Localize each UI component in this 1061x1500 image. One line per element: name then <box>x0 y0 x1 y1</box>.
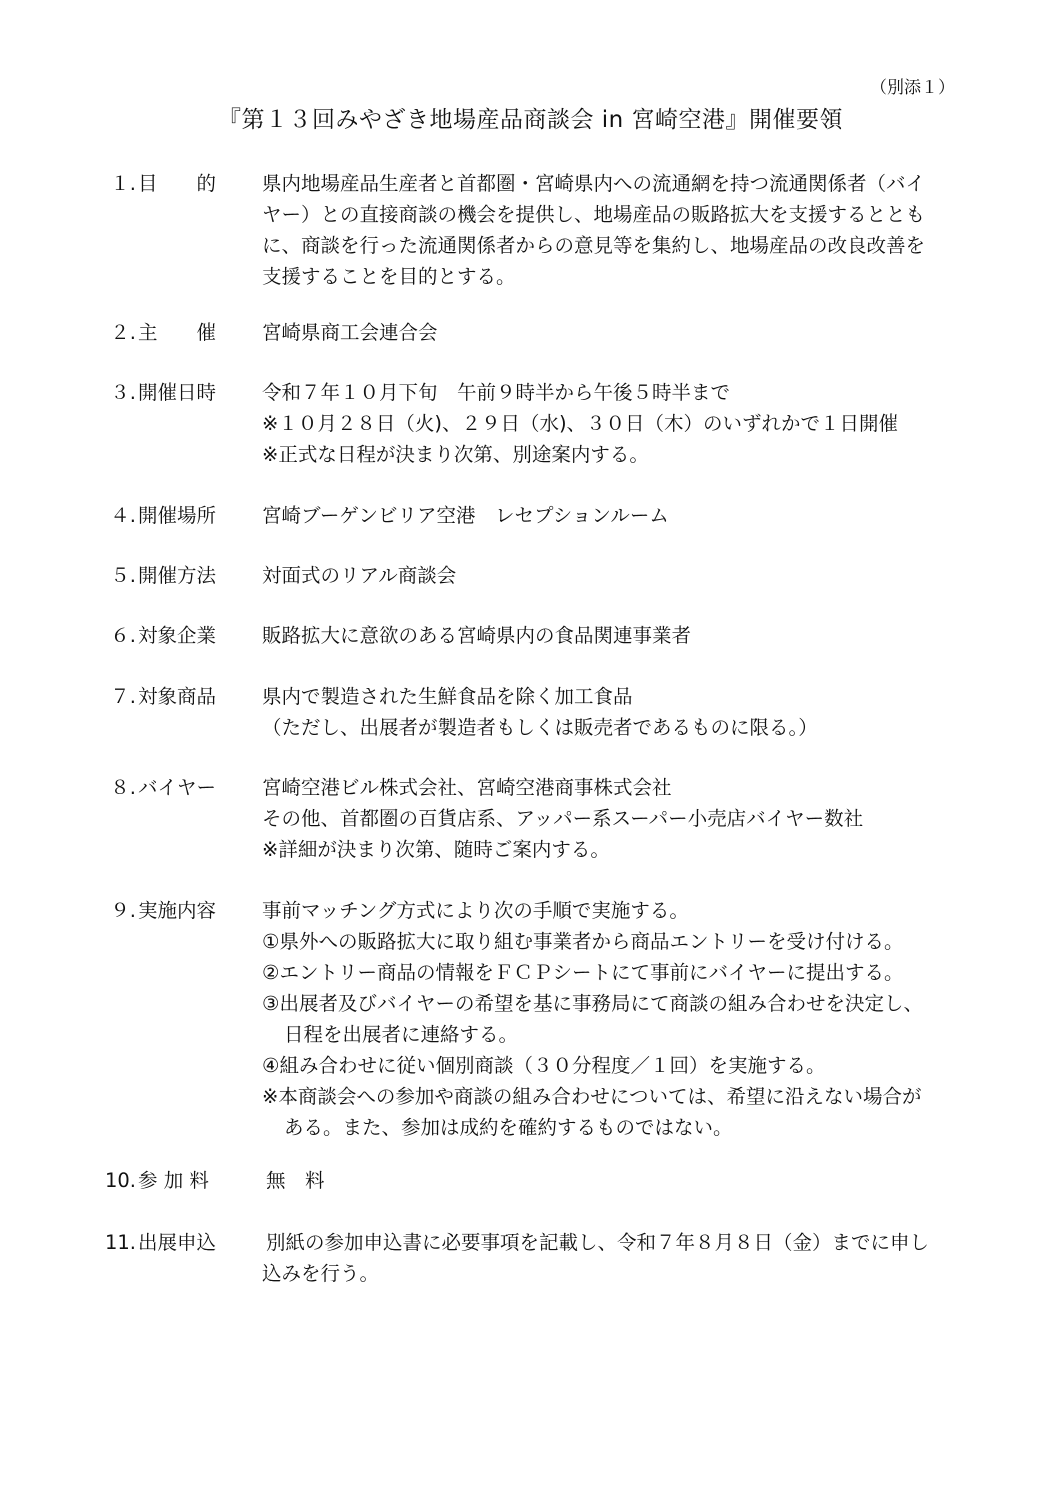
content-line: 宮崎ブーゲンビリア空港 レセプションルーム <box>262 504 669 527</box>
section-content <box>262 681 974 743</box>
section-content <box>262 317 974 348</box>
content-line: 県内地場産品生産者と首都圏・宮崎県内への流通網を持つ流通関係者（バイ <box>262 172 926 195</box>
section-content <box>262 772 974 865</box>
content-line: 別紙の参加申込書に必要事項を記載し、令和７年８月８日（金）までに申し <box>266 1231 930 1254</box>
section-content <box>262 377 974 470</box>
section-label: 参 加 料 <box>138 1169 209 1192</box>
section-label: 主 催 <box>138 321 217 344</box>
content-line: ※１０月２８日（火)、２９日（水)、３０日（木）のいずれかで１日開催 <box>262 412 899 435</box>
content-line: 込みを行う。 <box>262 1262 380 1285</box>
content-line: ②エントリー商品の情報をＦＣＰシートにて事前にバイヤーに提出する。 <box>262 961 904 984</box>
content-line: ある。また、参加は成約を確約するものではない。 <box>284 1116 733 1139</box>
content-line: 宮崎空港ビル株式会社、宮崎空港商事株式会社 <box>262 776 672 799</box>
content-line: ※詳細が決まり次第、随時ご案内する。 <box>262 838 610 861</box>
content-line: ヤー）との直接商談の機会を提供し、地場産品の販路拡大を支援するととも <box>262 203 926 226</box>
section-label: 目 的 <box>138 172 217 195</box>
section-number: 11. <box>104 1231 136 1254</box>
section-content <box>262 560 974 591</box>
section-number: ５. <box>110 564 136 587</box>
content-line: ③出展者及びバイヤーの希望を基に事務局にて商談の組み合わせを決定し、 <box>262 992 923 1015</box>
section-label: 対象企業 <box>138 624 217 647</box>
content-line: 無 料 <box>266 1169 325 1192</box>
content-line: 事前マッチング方式により次の手順で実施する。 <box>262 899 689 922</box>
section-content <box>262 620 974 651</box>
section-number: ８. <box>110 776 136 799</box>
content-line: ④組み合わせに従い個別商談（３０分程度／１回）を実施する。 <box>262 1054 826 1077</box>
section-label: 開催場所 <box>138 504 217 527</box>
section-number: ２. <box>110 321 136 344</box>
content-line: 対面式のリアル商談会 <box>262 564 457 587</box>
content-line: ①県外への販路拡大に取り組む事業者から商品エントリーを受け付ける。 <box>262 930 904 953</box>
section-number: ４. <box>110 504 136 527</box>
section-number: ６. <box>110 624 136 647</box>
content-line: ※本商談会への参加や商談の組み合わせについては、希望に沿えない場合が <box>262 1085 922 1108</box>
section-content <box>262 500 974 531</box>
section-label: 実施内容 <box>138 899 217 922</box>
content-line: （ただし、出展者が製造者もしくは販売者であるものに限る。） <box>262 716 818 739</box>
annex-label: （別添１） <box>870 78 955 98</box>
content-line: 県内で製造された生鮮食品を除く加工食品 <box>262 685 633 708</box>
section-content <box>262 1227 974 1289</box>
section-label: バイヤー <box>138 776 217 799</box>
content-line: に、商談を行った流通関係者からの意見等を集約し、地場産品の改良改善を <box>262 234 926 257</box>
content-line: 宮崎県商工会連合会 <box>262 321 438 344</box>
section-label: 開催方法 <box>138 564 217 587</box>
section-content <box>262 168 974 292</box>
section-number: １. <box>110 172 136 195</box>
section-label: 開催日時 <box>138 381 217 404</box>
section-number: ９. <box>110 899 136 922</box>
content-line: 令和７年１０月下旬 午前９時半から午後５時半まで <box>262 381 731 404</box>
section-number: ３. <box>110 381 136 404</box>
section-content <box>262 895 974 1143</box>
section-content <box>262 1165 974 1196</box>
content-line: 日程を出展者に連絡する。 <box>284 1023 519 1046</box>
document-title: 『第１３回みやざき地場産品商談会 in 宮崎空港』開催要領 <box>217 107 844 133</box>
section-label: 出展申込 <box>138 1231 217 1254</box>
content-line: 販路拡大に意欲のある宮崎県内の食品関連事業者 <box>262 624 692 647</box>
content-line: その他、首都圏の百貨店系、アッパー系スーパー小売店バイヤー数社 <box>262 807 864 830</box>
content-line: 支援することを目的とする。 <box>262 265 516 288</box>
section-number: ７. <box>110 685 136 708</box>
content-line: ※正式な日程が決まり次第、別途案内する。 <box>262 443 649 466</box>
section-number: 10. <box>104 1169 136 1192</box>
section-label: 対象商品 <box>138 685 217 708</box>
